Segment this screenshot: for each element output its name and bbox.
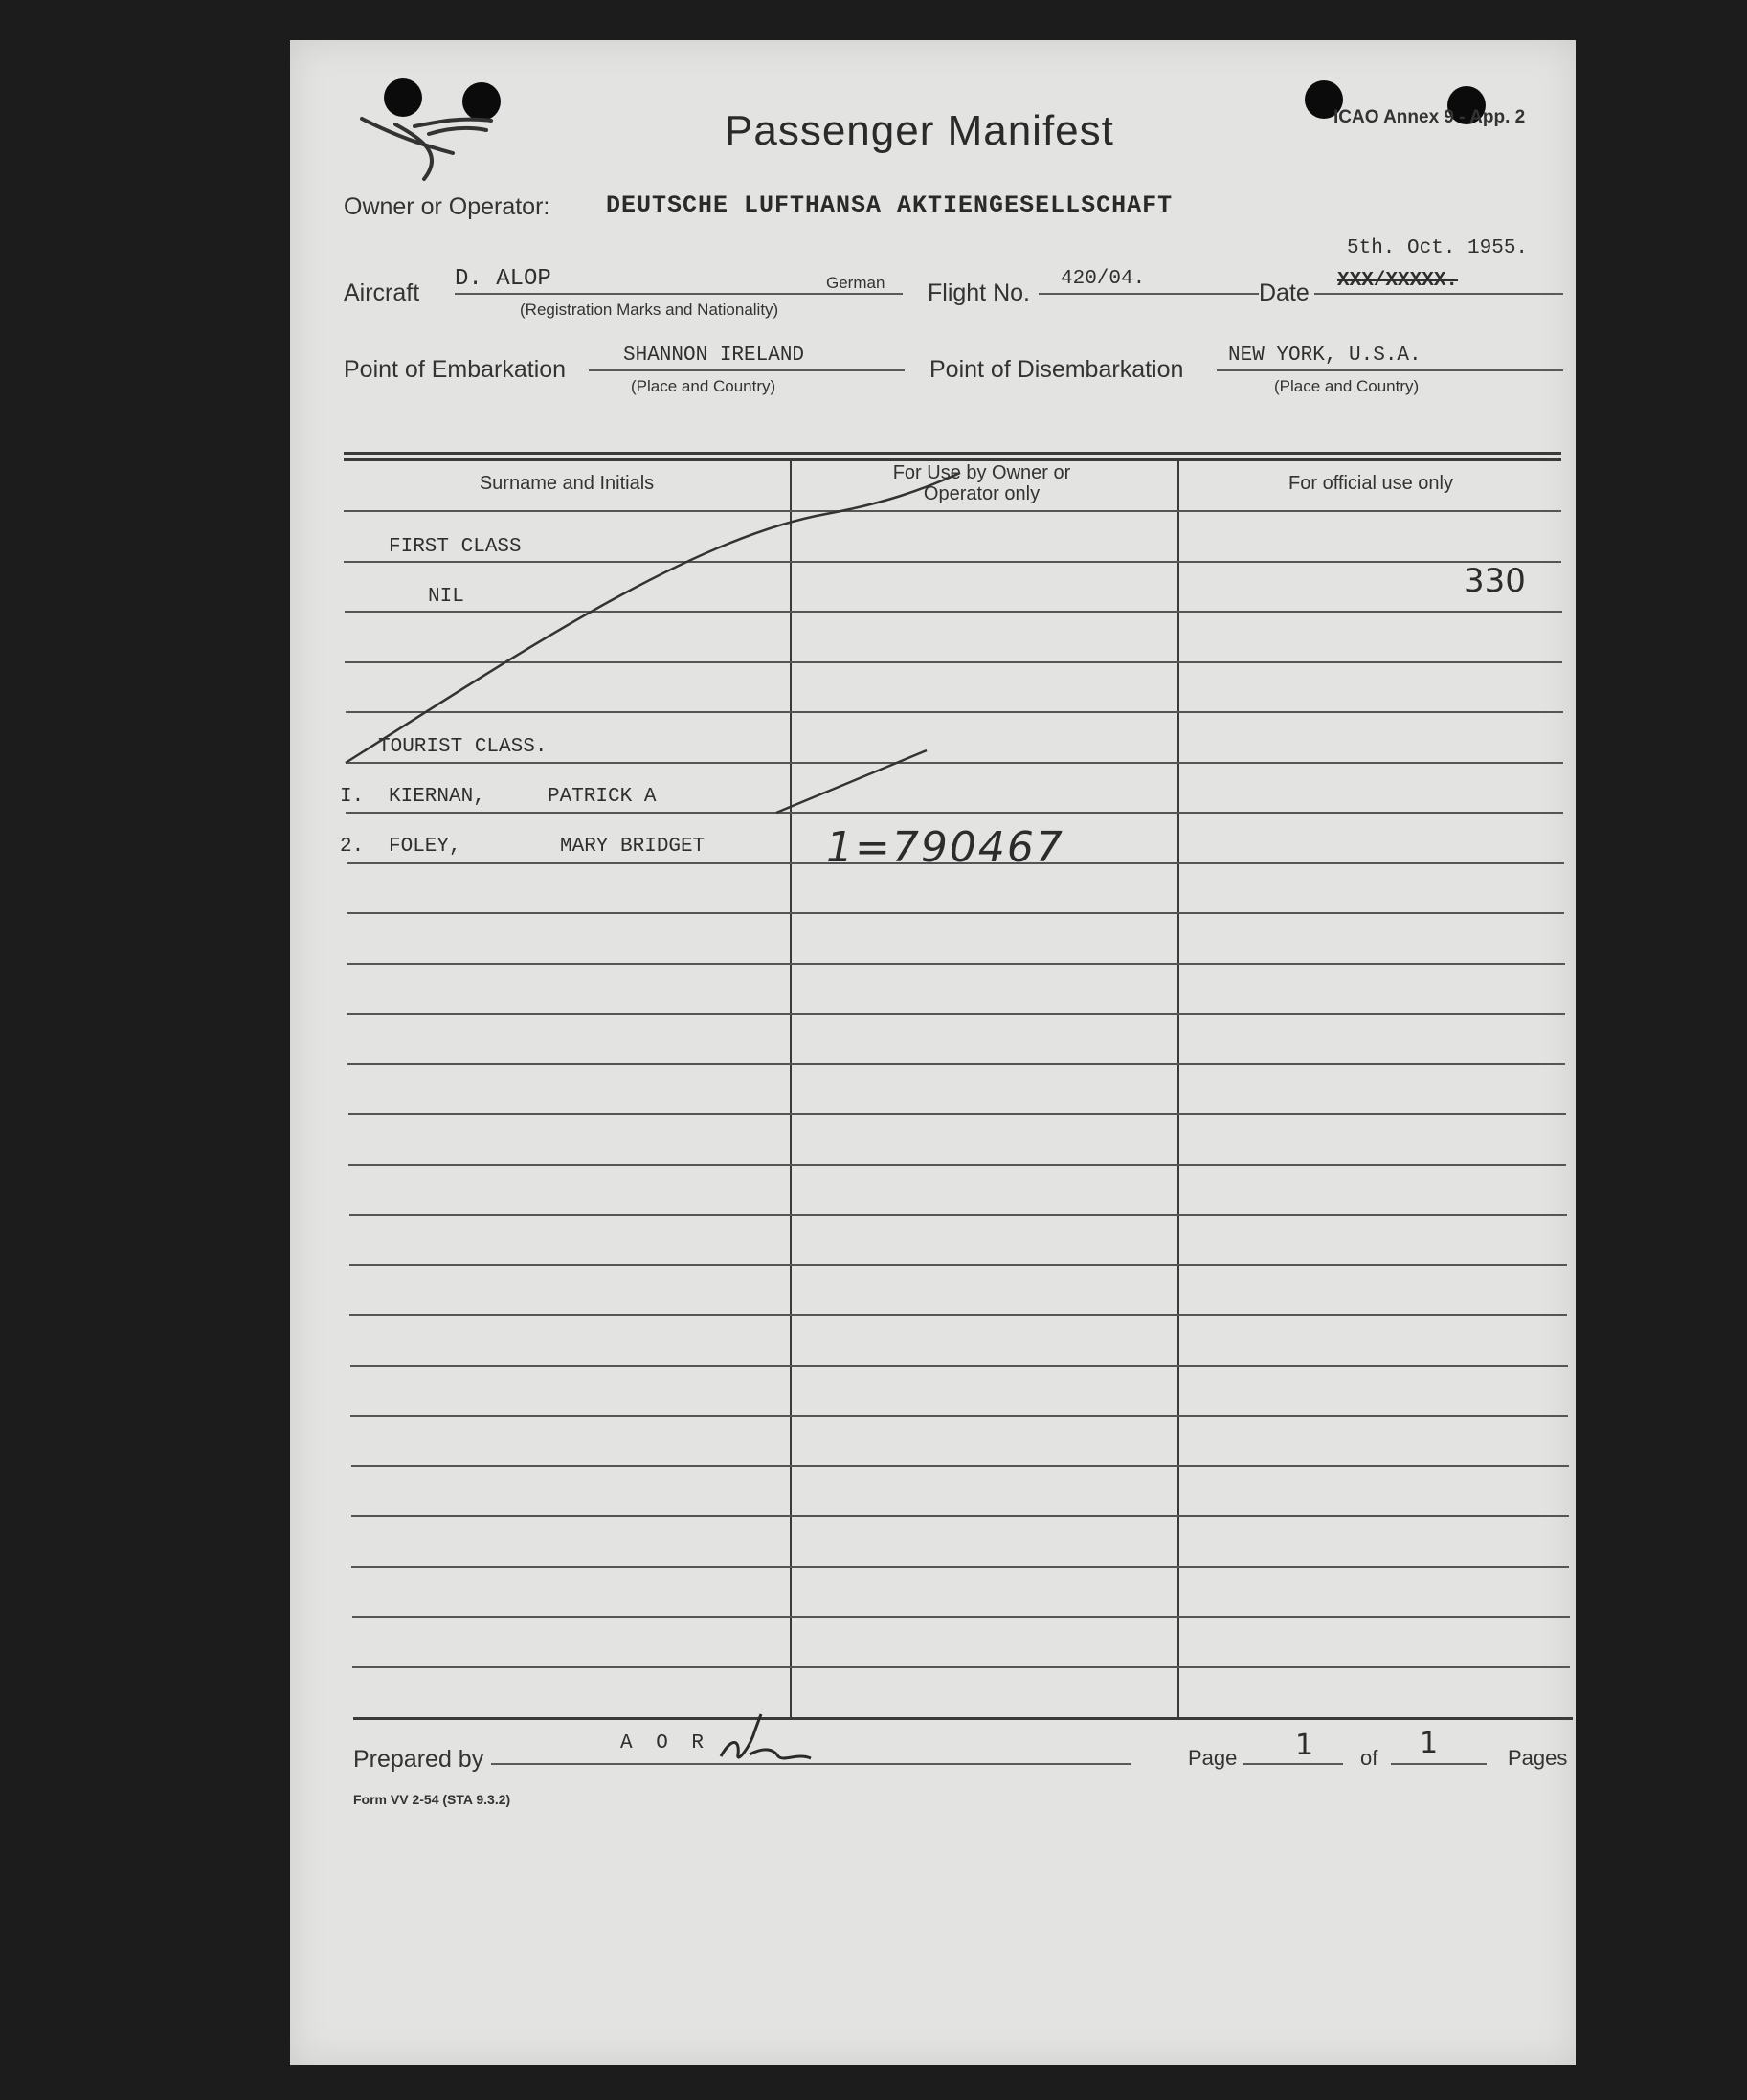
aircraft-value: D. ALOP	[455, 266, 551, 292]
disembarkation-caption: (Place and Country)	[1274, 377, 1420, 395]
prepared-by-label: Prepared by	[353, 1746, 484, 1773]
page-title: Passenger Manifest	[725, 107, 1114, 154]
of-label: of	[1360, 1746, 1378, 1770]
first-class-nil: NIL	[428, 586, 464, 608]
table-bottom-rule	[353, 1717, 1573, 1720]
section-first-class: FIRST CLASS	[389, 536, 522, 558]
operator-value: DEUTSCHE LUFTHANSA AKTIENGESELLSCHAFT	[606, 191, 1174, 219]
annex-reference: ICAO Annex 9 - App. 2	[1333, 107, 1526, 127]
page-label: Page	[1188, 1746, 1238, 1770]
passenger-2-surname: FOLEY,	[389, 836, 461, 858]
disembarkation-value: NEW YORK, U.S.A.	[1228, 345, 1422, 367]
flight-label: Flight No.	[928, 279, 1030, 306]
aircraft-label: Aircraft	[344, 279, 420, 306]
date-label: Date	[1259, 279, 1310, 306]
embarkation-label: Point of Embarkation	[344, 356, 567, 383]
disembarkation-label: Point of Disembarkation	[929, 356, 1184, 383]
page-number-line	[1243, 1763, 1343, 1765]
prepared-by-value: A O R	[620, 1732, 710, 1754]
aircraft-caption: (Registration Marks and Nationality)	[520, 301, 779, 319]
date-value: 5th. Oct. 1955.	[1347, 237, 1529, 259]
page-number: 1	[1295, 1729, 1314, 1762]
passenger-2-given-names: MARY BRIDGET	[560, 836, 706, 858]
operator-label: Owner or Operator:	[344, 193, 550, 220]
passenger-1-given-names: PATRICK A	[548, 786, 657, 808]
column-header-official: For official use only	[1288, 473, 1453, 494]
passenger-1-surname: KIERNAN,	[389, 786, 485, 808]
handwritten-code: 1=790467	[826, 823, 1064, 872]
section-tourist-class: TOURIST CLASS.	[378, 736, 548, 758]
page-total: 1	[1420, 1727, 1439, 1760]
manifest-page	[290, 40, 1576, 2065]
aircraft-nationality: German	[826, 274, 885, 292]
date-struck: XXX/XXXXX.	[1337, 270, 1459, 292]
pages-label: Pages	[1508, 1746, 1568, 1770]
embarkation-caption: (Place and Country)	[631, 377, 776, 395]
diagonal-cancel-line	[346, 473, 960, 763]
passenger-1-number: I.	[340, 786, 365, 808]
form-identifier: Form VV 2-54 (STA 9.3.2)	[353, 1792, 511, 1807]
page-total-line	[1391, 1763, 1487, 1765]
signature-scribble	[711, 1710, 817, 1768]
column-header-owner: For Use by Owner or Operator only	[892, 462, 1071, 504]
passenger-2-number: 2.	[340, 836, 365, 858]
column-header-name: Surname and Initials	[479, 473, 655, 494]
flight-value: 420/04.	[1061, 268, 1146, 290]
official-number: 330	[1464, 562, 1526, 600]
tick-mark	[776, 750, 927, 813]
embarkation-value: SHANNON IRELAND	[623, 345, 805, 367]
